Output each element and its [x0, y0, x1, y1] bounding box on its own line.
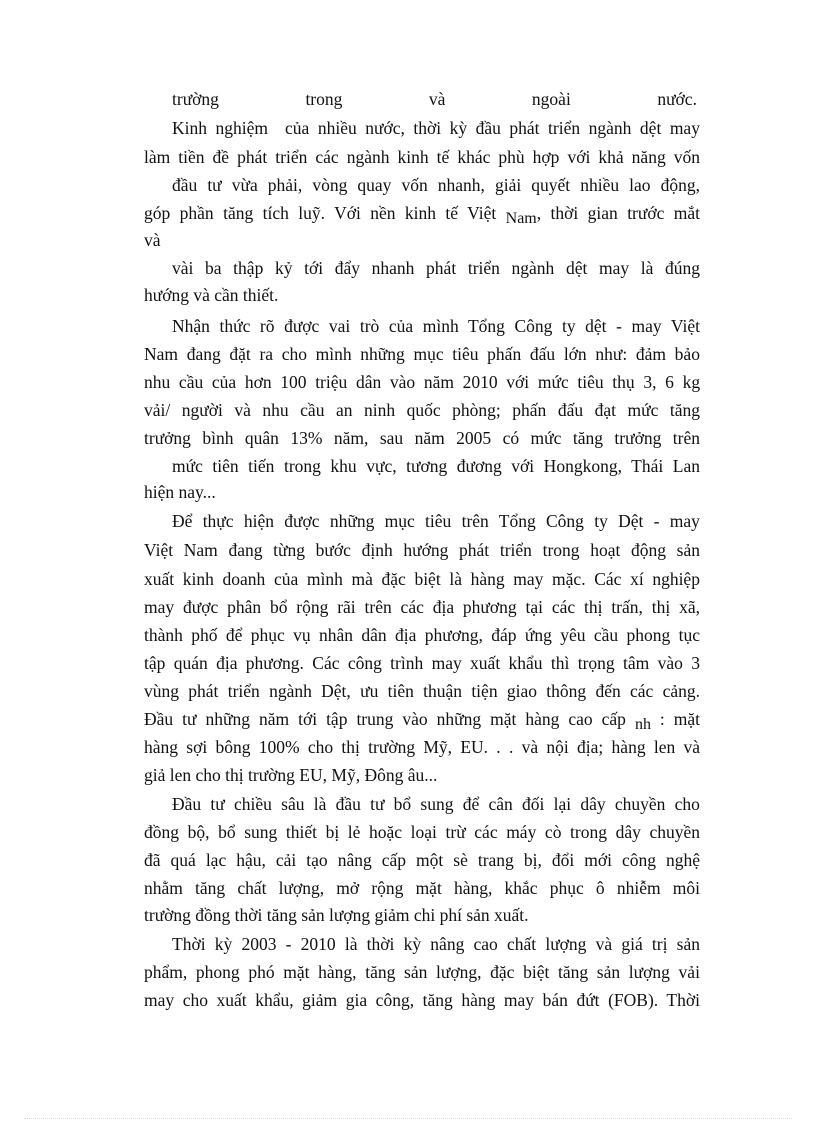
text-line: vùng phát triển ngành Dệt, ưu tiên thuận tiện giao thông đến các cảng. — [144, 681, 701, 701]
text-line: đã quá lạc hậu, cải tạo nâng cấp một sè trang bị, đổi mới công nghệ — [144, 850, 700, 870]
text-run-offset: nh — [634, 716, 651, 733]
text-line: hàng sợi bông 100% cho thị trường Mỹ, EU. . . và nội địa; hàng len và — [144, 737, 701, 757]
text-line: may cho xuất khẩu, giảm gia công, tăng hàng may bán đứt (FOB). Thời — [144, 990, 700, 1010]
text-line: tập quán địa phương. Các công trình may xuất khẩu thì trọng tâm vào 3 — [144, 653, 700, 673]
word: trường — [172, 89, 219, 109]
text-run: , thời gian trước mắt — [536, 203, 701, 223]
text-run-offset: Nam — [505, 210, 537, 227]
word: nước. — [657, 89, 697, 109]
text-line: mức tiên tiến trong khu vực, tương đương với Hongkong, Thái Lan — [172, 456, 700, 476]
text-line: Để thực hiện được những mục tiêu trên Tổng Công ty Dệt - may — [172, 511, 700, 531]
text-line: Nam đang đặt ra cho mình những mục tiêu phấn đấu lớn như: đảm bảo — [144, 344, 700, 364]
text-run: Đầu tư những năm tới tập trung vào những mặt hàng cao cấp — [144, 709, 635, 729]
text-line: nhằm tăng chất lượng, mở rộng mặt hàng, khắc phục ô nhiễm môi — [144, 878, 700, 898]
text-line: Việt Nam đang từng bước định hướng phát triển trong hoạt động sản — [144, 540, 701, 560]
text-line: vải/ người và nhu cầu an ninh quốc phòng; phấn đấu đạt mức tăng — [144, 400, 701, 420]
text-line: đồng bộ, bổ sung thiết bị lẻ hoặc loại trừ các máy cò trong dây chuyền — [144, 822, 700, 842]
text-line — [144, 200, 816, 226]
text-line: và — [144, 230, 161, 250]
text-line: thành phố để phục vụ nhân dân địa phương, đáp ứng yêu cầu phong tục — [144, 625, 700, 645]
text-run: : mặt — [650, 709, 701, 729]
text-line: vài ba thập kỷ tới đẩy nhanh phát triển ngành dệt may là đúng — [172, 258, 701, 278]
text-line: trưởng bình quân 13% năm, sau năm 2005 có mức tăng trưởng trên — [144, 428, 700, 448]
text-line: hiện nay... — [144, 482, 216, 502]
text-line: xuất kinh doanh của mình mà đặc biệt là hàng may mặc. Các xí nghiệp — [144, 569, 700, 589]
word: trong — [305, 89, 343, 109]
text-run: góp phần tăng tích luỹ. Với nền kinh tế Việt — [144, 203, 506, 223]
text-line: Thời kỳ 2003 - 2010 là thời kỳ nâng cao chất lượng và giá trị sản — [172, 934, 700, 954]
text-line: nhu cầu của hơn 100 triệu dân vào năm 2010 với mức tiêu thụ 3, 6 kg — [144, 372, 701, 392]
word: và — [428, 89, 446, 109]
text-line: hướng và cần thiết. — [144, 285, 279, 305]
text-line: Kinh nghiệm của nhiều nước, thời kỳ đầu phát triển ngành dệt may — [172, 118, 700, 138]
text-line: Nhận thức rõ được vai trò của mình Tổng Công ty dệt - may Việt — [172, 316, 700, 336]
text-line: Đầu tư chiều sâu là đầu tư bổ sung để cân đối lại dây chuyền cho — [172, 794, 700, 814]
text-line: làm tiền đề phát triển các ngành kinh tế khác phù hợp với khả năng vốn — [144, 147, 700, 167]
text-line: đầu tư vừa phải, vòng quay vốn nhanh, giải quyết nhiều lao động, — [172, 175, 700, 195]
text-line: phẩm, phong phó mặt hàng, tăng sản lượng, đặc biệt tăng sản lượng vải — [144, 962, 700, 982]
text-line: trường đồng thời tăng sản lượng giảm chi phí sản xuất. — [144, 905, 529, 925]
text-line — [172, 86, 697, 112]
word: ngoài — [531, 89, 571, 109]
text-line — [144, 706, 816, 732]
text-line: giả len cho thị trường EU, Mỹ, Đông âu... — [144, 765, 438, 785]
text-line: may được phân bổ rộng rãi trên các địa phương tại các thị trấn, thị xã, — [144, 597, 700, 617]
page-bottom-divider — [24, 1118, 792, 1119]
